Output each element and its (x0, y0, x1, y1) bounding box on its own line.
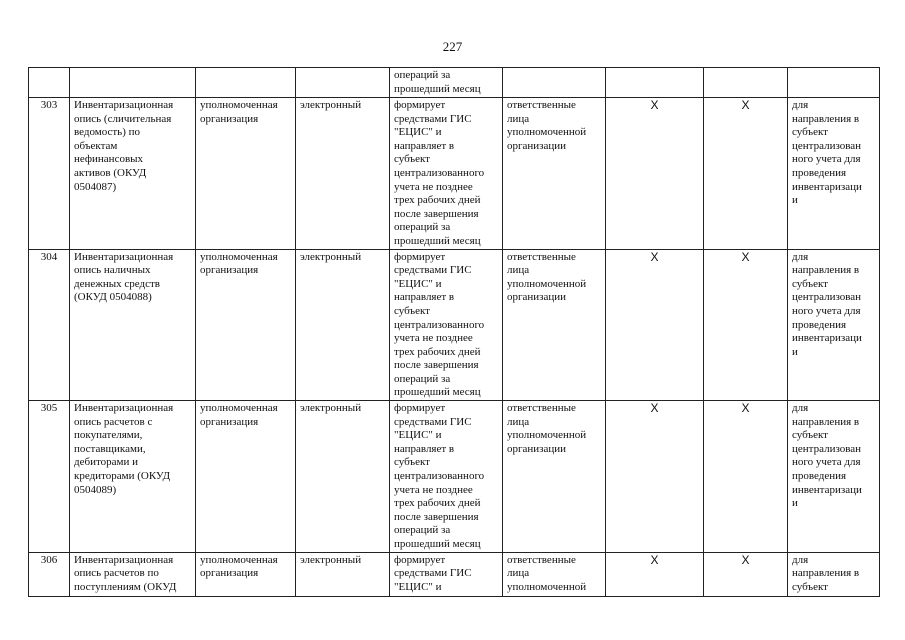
table-row (29, 249, 880, 401)
text-line: направления в (792, 567, 860, 580)
cell-mark-2 (704, 98, 788, 250)
cell-num: 305 (29, 401, 70, 553)
table-row (29, 98, 880, 250)
text-line: трех рабочих дней (394, 194, 481, 207)
text-line: ного учета для (792, 304, 861, 317)
cell-org (196, 401, 296, 553)
text-line: уполномоченной (507, 126, 587, 139)
cell-org (196, 552, 296, 596)
cell-num: 304 (29, 249, 70, 401)
text-line: организация (200, 415, 259, 428)
text-line: после завершения (394, 207, 479, 220)
cell-num (29, 68, 70, 98)
text-line: лица (507, 567, 530, 580)
text-line: опись (сличительная (74, 112, 172, 125)
text-line: проведения (792, 318, 847, 331)
text-line: средствами ГИС (394, 415, 472, 428)
text-line: лица (507, 112, 530, 125)
cell-num: 303 (29, 98, 70, 250)
text-line: направляет в (394, 442, 455, 455)
text-line: кредиторами (ОКУД (74, 470, 171, 483)
text-line: для (792, 250, 809, 263)
text-line: учета не позднее (394, 332, 473, 345)
text-line: средствами ГИС (394, 112, 472, 125)
text-line: субъект (792, 126, 828, 139)
text-line: организации (507, 442, 567, 455)
cell-responsible (503, 98, 606, 250)
text-line: прошедший месяц (394, 538, 481, 550)
text-line: операций за (394, 524, 451, 537)
text-line: субъект (394, 304, 430, 317)
x-mark: X (650, 249, 659, 264)
text-line: ного учета для (792, 456, 861, 469)
x-mark: X (741, 249, 750, 264)
cell-mark-1 (606, 98, 704, 250)
text-line: лица (507, 415, 530, 428)
text-line: Инвентаризационная (74, 99, 174, 111)
x-mark: X (650, 552, 659, 567)
cell-action (390, 249, 503, 401)
cell-mark-1 (606, 68, 704, 98)
text-line: направляет в (394, 291, 455, 304)
text-line: субъект (792, 277, 828, 290)
text-line: учета не позднее (394, 483, 473, 496)
text-line: формирует (394, 99, 446, 111)
text-line: ответственные (507, 99, 576, 111)
text-line: денежных средств (74, 277, 160, 290)
cell-action (390, 98, 503, 250)
cell-mark-1 (606, 401, 704, 553)
text-line: средствами ГИС (394, 567, 472, 580)
cell-format: электронный (296, 401, 390, 553)
text-line: 0504087) (74, 180, 117, 193)
text-line: формирует (394, 553, 446, 566)
text-line: инвентаризаци (792, 180, 862, 193)
text-line: уполномоченной (507, 580, 587, 593)
text-line: операций за (394, 69, 451, 81)
text-line: для (792, 99, 809, 111)
text-line: проведения (792, 166, 847, 179)
text-line: инвентаризаци (792, 483, 862, 496)
text-line: ного учета для (792, 153, 861, 166)
text-line: "ЕЦИС" и (394, 429, 442, 442)
text-line: централизован (792, 139, 862, 152)
cell-responsible (503, 401, 606, 553)
text-line: формирует (394, 402, 446, 415)
text-line: и (792, 345, 798, 358)
cell-org (196, 98, 296, 250)
x-mark: X (650, 98, 659, 112)
table-row (29, 552, 880, 596)
text-line: ответственные (507, 553, 576, 566)
text-line: трех рабочих дней (394, 497, 481, 510)
text-line: объектам (74, 139, 118, 152)
cell-org (196, 249, 296, 401)
cell-name (70, 98, 196, 250)
text-line: ответственные (507, 250, 576, 263)
text-line: прошедший месяц (394, 234, 481, 247)
text-line: ведомость) по (74, 126, 140, 139)
cell-name (70, 68, 196, 98)
page-number: 227 (442, 39, 463, 54)
text-line: уполномоченной (507, 277, 587, 290)
text-line: субъект (792, 580, 828, 593)
cell-purpose (788, 401, 880, 553)
text-line: централизован (792, 442, 862, 455)
text-line: инвентаризаци (792, 332, 862, 345)
text-line: субъект (792, 429, 828, 442)
text-line: 0504089) (74, 483, 117, 496)
text-line: "ЕЦИС" и (394, 126, 442, 139)
text-line: направляет в (394, 139, 455, 152)
text-line: Инвентаризационная (74, 250, 174, 263)
text-line: средствами ГИС (394, 264, 472, 277)
cell-responsible (503, 249, 606, 401)
cell-action (390, 552, 503, 596)
table-row (29, 401, 880, 553)
cell-format: электронный (296, 552, 390, 596)
text-line: направления в (792, 415, 860, 428)
text-line: опись расчетов по (74, 567, 159, 580)
text-line: уполномоченная (200, 553, 278, 566)
text-line: направления в (792, 264, 860, 277)
text-line: централизованного (394, 470, 485, 483)
cell-mark-2 (704, 249, 788, 401)
cell-mark-1 (606, 552, 704, 596)
cell-name (70, 552, 196, 596)
cell-num: 306 (29, 552, 70, 596)
text-line: организация (200, 112, 259, 125)
text-line: Инвентаризационная (74, 553, 174, 566)
text-line: уполномоченная (200, 402, 278, 415)
x-mark: X (741, 98, 750, 112)
text-line: операций за (394, 372, 451, 385)
text-line: дебиторами и (74, 456, 138, 469)
cell-purpose (788, 249, 880, 401)
text-line: после завершения (394, 359, 479, 372)
cell-purpose (788, 98, 880, 250)
text-line: и (792, 497, 798, 510)
cell-responsible (503, 552, 606, 596)
text-line: централизованного (394, 318, 485, 331)
cell-mark-1 (606, 249, 704, 401)
text-line: Инвентаризационная (74, 402, 174, 415)
document-table (28, 67, 880, 597)
text-line: проведения (792, 470, 847, 483)
text-line: учета не позднее (394, 180, 473, 193)
text-line: уполномоченная (200, 99, 278, 111)
cell-format (296, 68, 390, 98)
cell-mark-2 (704, 401, 788, 553)
text-line: прошедший месяц (394, 82, 481, 95)
text-line: формирует (394, 250, 446, 263)
text-line: (ОКУД 0504088) (74, 291, 152, 304)
text-line: активов (ОКУД (74, 166, 147, 179)
text-line: опись наличных (74, 264, 151, 277)
text-line: субъект (394, 153, 430, 166)
text-line: поставщиками, (74, 442, 146, 455)
text-line: организация (200, 264, 259, 277)
text-line: централизован (792, 291, 862, 304)
text-line: лица (507, 264, 530, 277)
cell-mark-2 (704, 552, 788, 596)
cell-name (70, 249, 196, 401)
cell-format: электронный (296, 249, 390, 401)
text-line: уполномоченная (200, 250, 278, 263)
text-line: прошедший месяц (394, 386, 481, 399)
cell-mark-2 (704, 68, 788, 98)
x-mark: X (741, 401, 750, 416)
text-line: покупателями, (74, 429, 143, 442)
text-line: уполномоченной (507, 429, 587, 442)
text-line: ответственные (507, 402, 576, 415)
text-line: нефинансовых (74, 153, 144, 166)
cell-purpose (788, 68, 880, 98)
text-line: после завершения (394, 510, 479, 523)
cell-name (70, 401, 196, 553)
text-line: организации (507, 139, 567, 152)
cell-action (390, 68, 503, 98)
cell-responsible (503, 68, 606, 98)
text-line: централизованного (394, 166, 485, 179)
table-row-continuation (29, 68, 880, 98)
cell-action (390, 401, 503, 553)
text-line: субъект (394, 456, 430, 469)
text-line: организации (507, 291, 567, 304)
cell-format: электронный (296, 98, 390, 250)
text-line: опись расчетов с (74, 415, 153, 428)
text-line: направления в (792, 112, 860, 125)
text-line: "ЕЦИС" и (394, 277, 442, 290)
text-line: и (792, 194, 798, 207)
cell-org (196, 68, 296, 98)
text-line: для (792, 402, 809, 415)
x-mark: X (650, 401, 659, 416)
text-line: операций за (394, 221, 451, 234)
text-line: поступлениям (ОКУД (74, 580, 177, 593)
x-mark: X (741, 552, 750, 567)
text-line: для (792, 553, 809, 566)
text-line: организация (200, 567, 259, 580)
text-line: трех рабочих дней (394, 345, 481, 358)
text-line: "ЕЦИС" и (394, 580, 442, 593)
cell-purpose (788, 552, 880, 596)
